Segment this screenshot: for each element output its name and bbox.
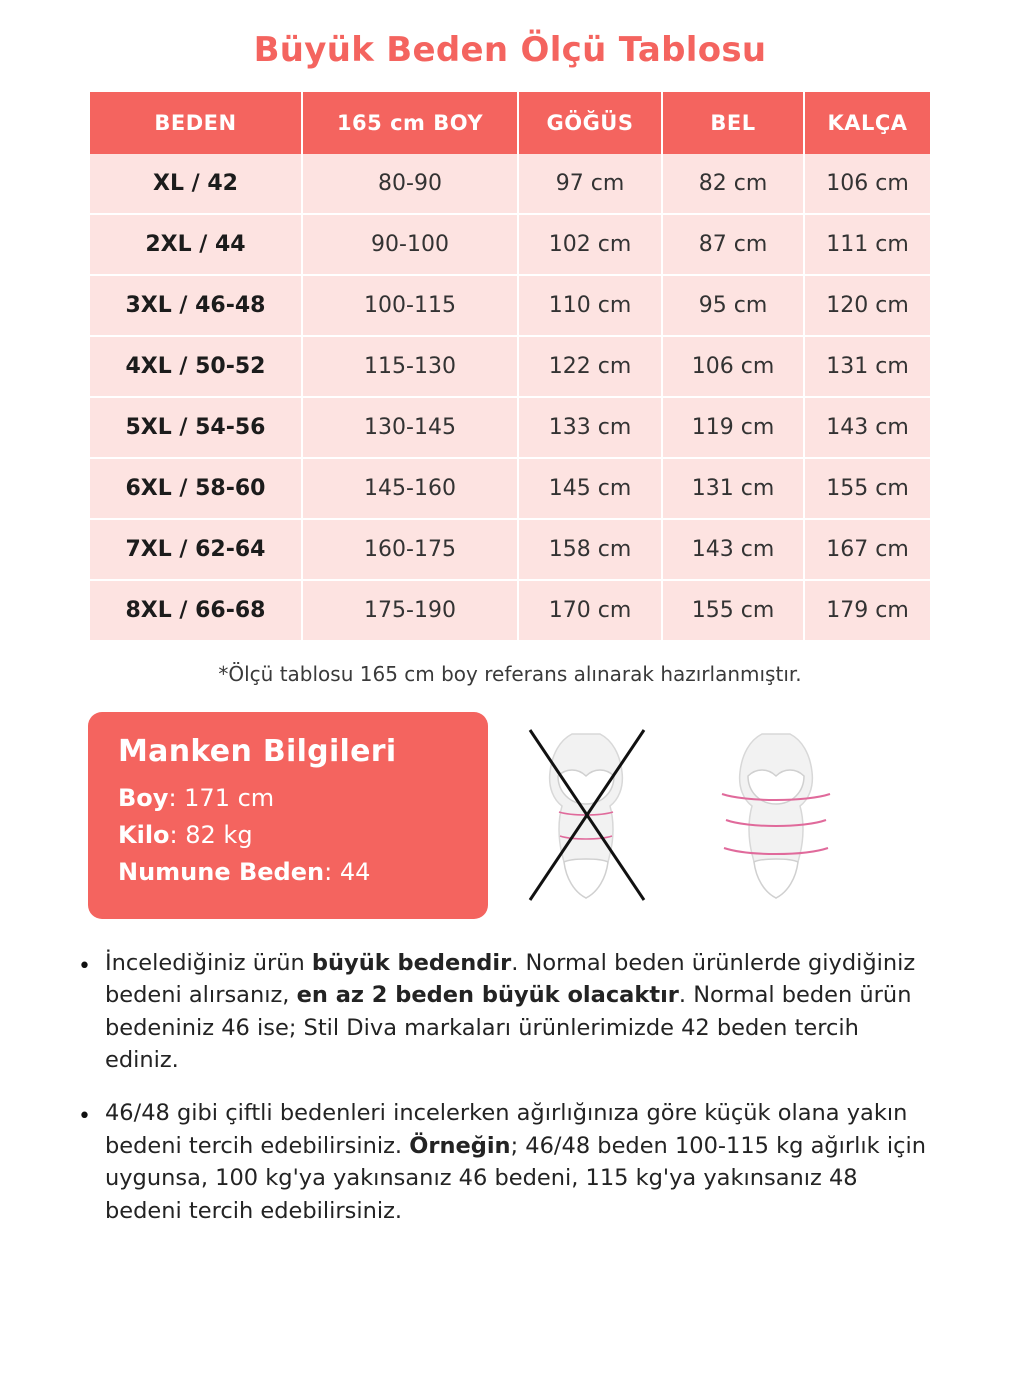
table-cell-size: 8XL / 66-68 (90, 580, 302, 640)
bullet-icon: • (78, 953, 91, 979)
model-info-section (0, 712, 1020, 919)
table-header-cell: KALÇA (804, 92, 930, 154)
measurement-figure-icon (722, 734, 830, 898)
table-row (90, 397, 930, 458)
table-cell-bust: 122 cm (518, 336, 662, 397)
table-header-row (90, 92, 930, 154)
model-info-row-weight (118, 820, 462, 851)
table-cell-height: 130-145 (302, 397, 518, 458)
table-footnote: *Ölçü tablosu 165 cm boy referans alınarak hazırlanmıştır. (218, 662, 802, 686)
table-cell-size: 7XL / 62-64 (90, 519, 302, 580)
note-item (64, 947, 956, 1078)
table-row (90, 336, 930, 397)
table-row (90, 458, 930, 519)
table-row (90, 519, 930, 580)
model-info-value: : 171 cm (168, 784, 275, 812)
model-info-label: Boy (118, 784, 169, 812)
table-cell-bust: 158 cm (518, 519, 662, 580)
model-info-row-sample-size (118, 857, 462, 888)
model-info-label: Kilo (118, 821, 170, 850)
table-cell-size: XL / 42 (90, 154, 302, 214)
table-cell-size: 2XL / 44 (90, 214, 302, 275)
table-cell-bust: 170 cm (518, 580, 662, 640)
table-cell-bust: 97 cm (518, 154, 662, 214)
table-header-cell: 165 cm BOY (302, 92, 518, 154)
model-info-value: : 44 (324, 858, 371, 887)
table-cell-height: 145-160 (302, 458, 518, 519)
model-info-label: Numune Beden (118, 858, 325, 887)
size-table (90, 92, 930, 640)
bullet-icon: • (78, 1104, 91, 1130)
note-text-1: İncelediğiniz ürün büyük bedendir. Normal beden ürünlerde giydiğiniz bedeni alırsanız, en az 2 beden büyük olacaktır. Normal beden ürün bedeniniz 46 ise; Stil Diva markaları ürünlerimizde 42 beden tercih ediniz. (104, 949, 916, 1074)
table-cell-hip: 179 cm (804, 580, 930, 640)
table-cell-size: 5XL / 54-56 (90, 397, 302, 458)
table-cell-waist: 106 cm (662, 336, 804, 397)
table-cell-height: 90-100 (302, 214, 518, 275)
table-header-cell: BEL (662, 92, 804, 154)
table-cell-hip: 111 cm (804, 214, 930, 275)
page-title: Büyük Beden Ölçü Tablosu (253, 30, 767, 70)
table-cell-size: 6XL / 58-60 (90, 458, 302, 519)
table-cell-waist: 155 cm (662, 580, 804, 640)
table-cell-height: 160-175 (302, 519, 518, 580)
body-figures (512, 720, 932, 910)
model-info-heading: Manken Bilgileri (118, 734, 397, 769)
table-cell-height: 100-115 (302, 275, 518, 336)
table-cell-hip: 143 cm (804, 397, 930, 458)
note-text-2: 46/48 gibi çiftli bedenleri incelerken ağırlığınıza göre küçük olana yakın bedeni tercih edebilirsiniz. Örneğin; 46/48 beden 100-115 kg ağırlık için uygunsa, 100 kg'ya yakınsanız 46 bedeni, 115 kg'ya yakınsanız 48 bedeni tercih edebilirsiniz. (104, 1100, 926, 1224)
model-info-row-height (118, 783, 462, 814)
size-chart-page (0, 30, 1020, 1390)
table-cell-waist: 143 cm (662, 519, 804, 580)
note-item (64, 1097, 956, 1228)
table-row (90, 580, 930, 640)
table-cell-waist: 119 cm (662, 397, 804, 458)
table-cell-height: 80-90 (302, 154, 518, 214)
notes-list (64, 947, 956, 1228)
table-cell-bust: 102 cm (518, 214, 662, 275)
table-cell-size: 4XL / 50-52 (90, 336, 302, 397)
table-row (90, 214, 930, 275)
table-cell-waist: 87 cm (662, 214, 804, 275)
model-info-value: : 82 kg (169, 821, 253, 850)
table-cell-height: 115-130 (302, 336, 518, 397)
table-cell-bust: 110 cm (518, 275, 662, 336)
table-cell-waist: 82 cm (662, 154, 804, 214)
table-header-cell: BEDEN (90, 92, 302, 154)
table-cell-height: 175-190 (302, 580, 518, 640)
table-cell-hip: 131 cm (804, 336, 930, 397)
table-cell-hip: 155 cm (804, 458, 930, 519)
table-row (90, 275, 930, 336)
table-cell-waist: 95 cm (662, 275, 804, 336)
table-cell-bust: 145 cm (518, 458, 662, 519)
crossed-out-figure-icon (530, 730, 644, 900)
table-row (90, 154, 930, 214)
model-info-card (88, 712, 488, 919)
table-cell-hip: 106 cm (804, 154, 930, 214)
table-cell-waist: 131 cm (662, 458, 804, 519)
table-header-cell: GÖĞÜS (518, 92, 662, 154)
table-cell-bust: 133 cm (518, 397, 662, 458)
table-cell-size: 3XL / 46-48 (90, 275, 302, 336)
table-cell-hip: 120 cm (804, 275, 930, 336)
table-cell-hip: 167 cm (804, 519, 930, 580)
